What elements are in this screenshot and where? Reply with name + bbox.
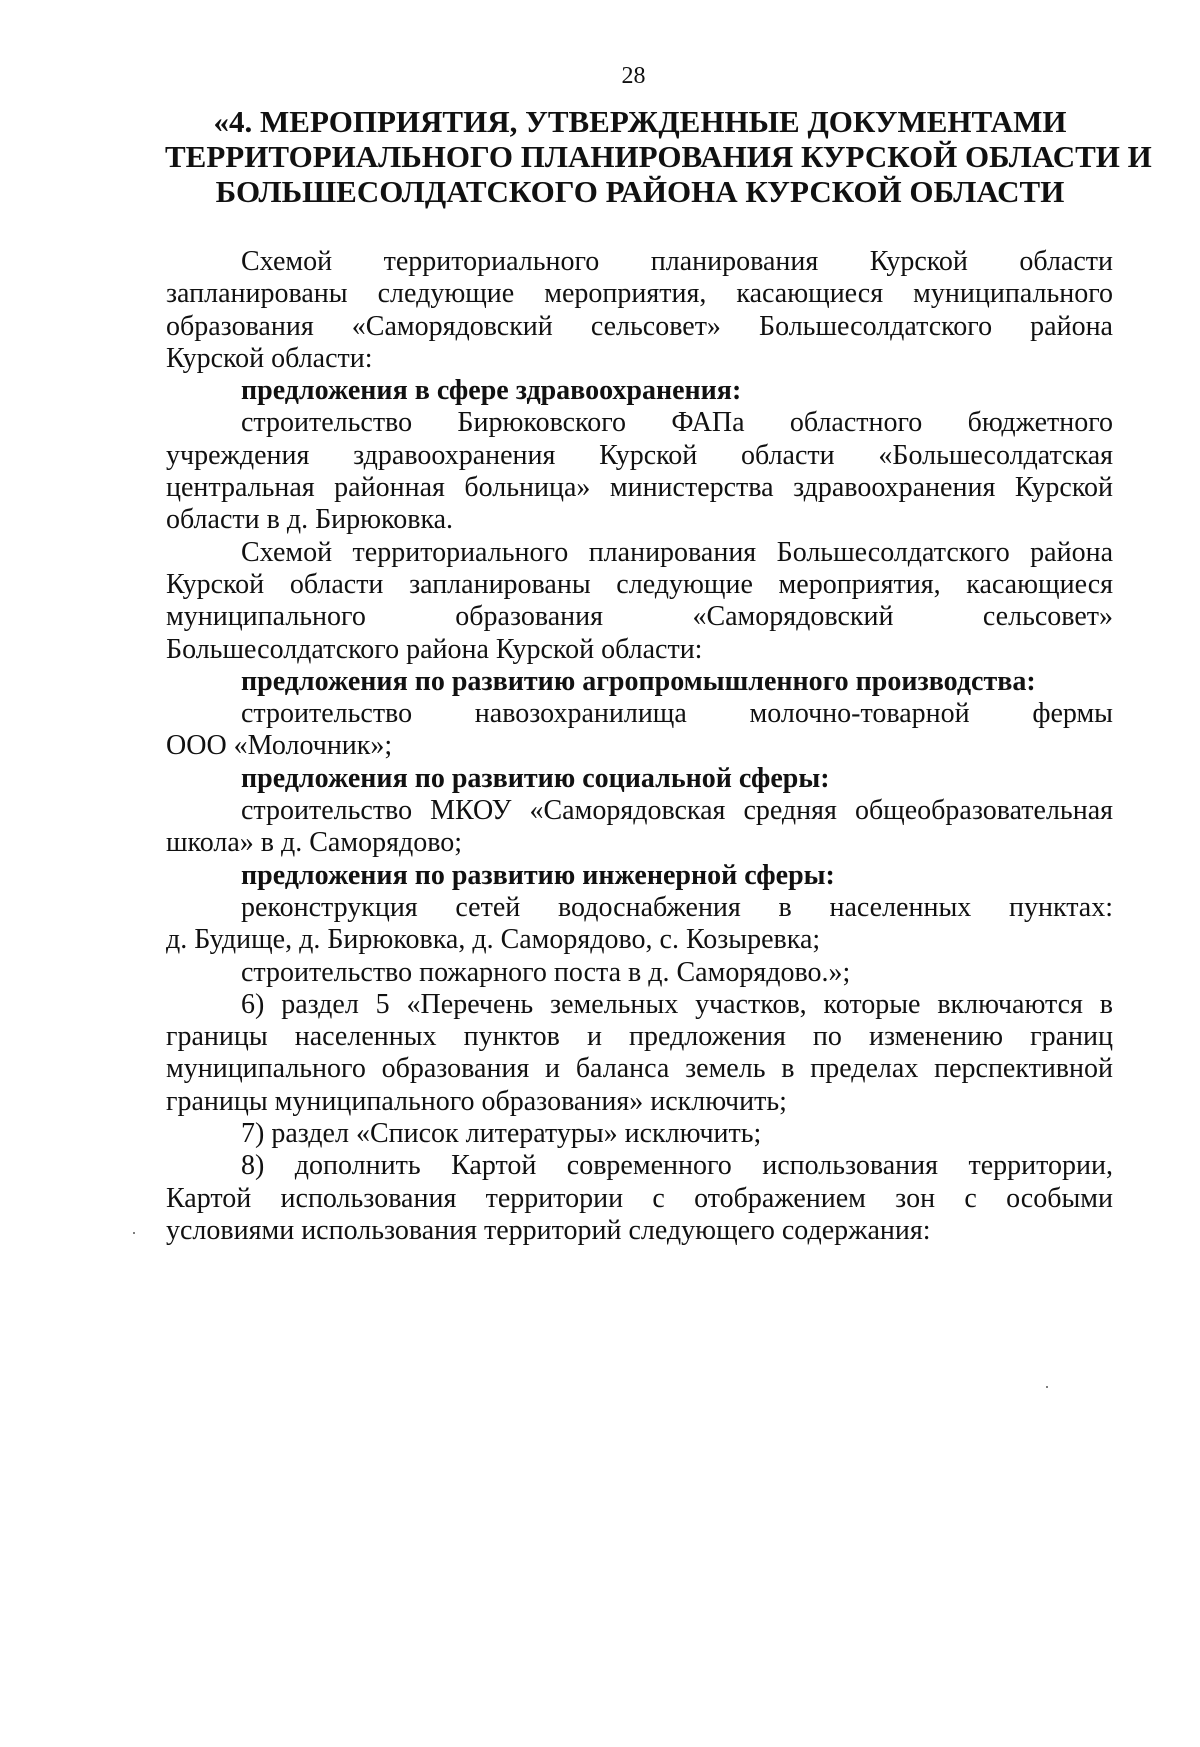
text-line: Схемой территориального планирования Курской области: [241, 246, 1113, 277]
scan-speck: [133, 1232, 135, 1234]
text-line: муниципального образования «Саморядовский сельсовет»: [166, 601, 1113, 633]
text-line: Курской области:: [166, 342, 373, 374]
text-line: 6) раздел 5 «Перечень земельных участков, которые включаются в: [241, 988, 1113, 1020]
text-line: образования «Саморядовский сельсовет» Большесолдатского района: [166, 310, 1113, 342]
text-line: строительство МКОУ «Саморядовская средняя общеобразовательная: [241, 795, 1113, 827]
title-line: ТЕРРИТОРИАЛЬНОГО ПЛАНИРОВАНИЯ КУРСКОЙ ОБЛАСТИ И: [165, 139, 1152, 174]
subheading-social: предложения по развитию социальной сферы:: [241, 762, 830, 794]
scan-speck: [1046, 1386, 1048, 1388]
text-line: запланированы следующие мероприятия, касающиеся муниципального: [166, 278, 1113, 310]
text-line: центральная районная больница» министерства здравоохранения Курской: [166, 472, 1113, 504]
subheading-healthcare: предложения в сфере здравоохранения:: [241, 375, 742, 407]
section-title: [165, 104, 1152, 209]
text-line: Курской области запланированы следующие мероприятия, касающиеся: [166, 568, 1113, 600]
title-line: БОЛЬШЕСОЛДАТСКОГО РАЙОНА КУРСКОЙ ОБЛАСТИ: [215, 174, 1065, 209]
text-line: границы населенных пунктов и предложения по изменению границ: [166, 1021, 1113, 1053]
text-line: строительство Бирюковского ФАПа областного бюджетного: [241, 407, 1113, 439]
title-line: «4. МЕРОПРИЯТИЯ, УТВЕРЖДЕННЫЕ ДОКУМЕНТАМИ: [213, 104, 1067, 139]
text-line: учреждения здравоохранения Курской области «Большесолдатская: [166, 439, 1113, 471]
text-line: муниципального образования и баланса земель в пределах перспективной: [166, 1053, 1113, 1085]
text-line: 8) дополнить Картой современного использования территории,: [241, 1150, 1113, 1182]
text-line: Картой использования территории с отображением зон с особыми: [166, 1182, 1113, 1214]
text-line: Большесолдатского района Курской области:: [166, 633, 703, 665]
text-line: строительство пожарного поста в д. Саморядово.»;: [241, 956, 851, 988]
subheading-engineering: предложения по развитию инженерной сферы:: [241, 859, 835, 891]
text-line: условиями использования территорий следующего содержания:: [166, 1214, 931, 1246]
text-line: школа» в д. Саморядово;: [166, 827, 462, 859]
text-line: строительство навозохранилища молочно-товарной фермы: [241, 698, 1113, 730]
page-number: 28: [621, 63, 646, 89]
text-line: д. Будище, д. Бирюковка, д. Саморядово, с. Козыревка;: [166, 924, 821, 956]
text-line: границы муниципального образования» исключить;: [166, 1085, 787, 1117]
text-line: Схемой территориального планирования Большесолдатского района: [241, 536, 1113, 568]
text-line: реконструкция сетей водоснабжения в населенных пунктах:: [241, 891, 1113, 923]
document-body: [166, 246, 1113, 1247]
subheading-agro: предложения по развитию агропромышленного производства:: [241, 665, 1036, 697]
text-line: ООО «Молочник»;: [166, 730, 393, 762]
text-line: 7) раздел «Список литературы» исключить;: [241, 1118, 762, 1150]
text-line: области в д. Бирюковка.: [166, 504, 454, 536]
